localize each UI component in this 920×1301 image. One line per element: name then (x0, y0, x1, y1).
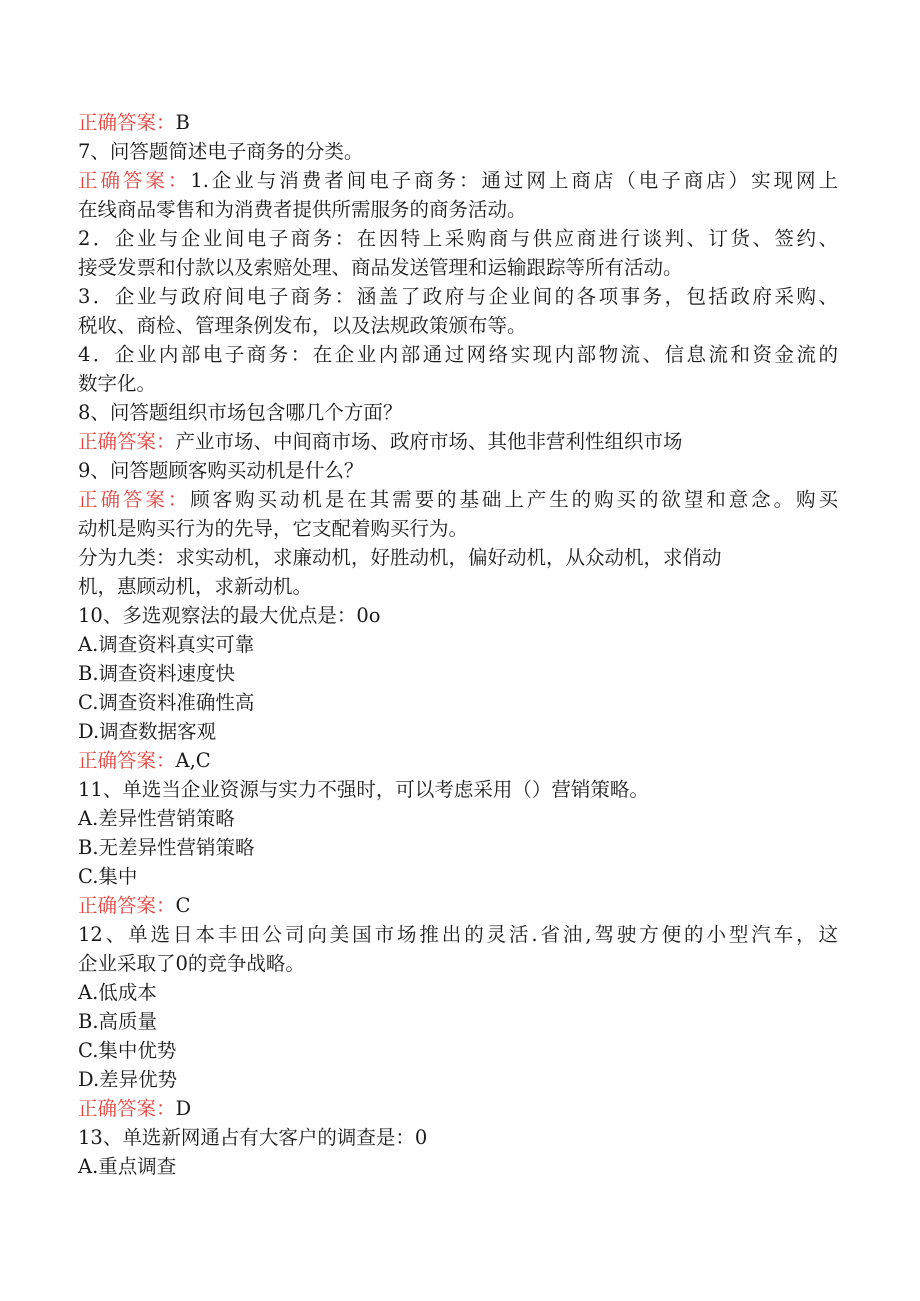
answer-text: 4．企业内部电子商务：在企业内部通过网络实现内部物流、信息流和资金流的 (78, 343, 838, 366)
question-12-cont: 企业采取了0的竞争战略。 (78, 952, 305, 975)
answer-value: B (175, 111, 190, 134)
answer-value: C (175, 894, 191, 917)
question-9: 9、问答题顾客购买动机是什么？ (78, 459, 364, 482)
answer-line (78, 427, 838, 456)
answer-label: 正确答案： (78, 169, 191, 192)
option-b: B.高质量 (78, 1010, 158, 1033)
answer-line (78, 108, 838, 137)
answer-text: 1.企业与消费者间电子商务：通过网上商店（电子商店）实现网上 (190, 169, 838, 192)
option-b: B.无差异性营销策略 (78, 836, 255, 859)
option-c: C.集中优势 (78, 1039, 177, 1062)
answer-label: 正确答案： (78, 894, 176, 917)
answer-text: 动机是购买行为的先导，它支配着购买行为。 (78, 517, 469, 540)
answer-text: 顾客购买动机是在其需要的基础上产生的购买的欲望和意念。购买 (190, 488, 838, 511)
answer-text: 3．企业与政府间电子商务：涵盖了政府与企业间的各项事务，包括政府采购、 (78, 285, 838, 308)
answer-label: 正确答案： (78, 749, 176, 772)
answer-text: 分为九类：求实动机，求廉动机，好胜动机，偏好动机，从众动机，求俏动 (78, 546, 722, 569)
option-c: C.集中 (78, 865, 138, 888)
answer-text: 机，惠顾动机，求新动机。 (78, 575, 313, 598)
question-10: 10、多选观察法的最大优点是：0o (78, 604, 381, 627)
answer-text: 数字化。 (78, 372, 157, 395)
document-page (78, 108, 838, 1181)
option-b: B.调查资料速度快 (78, 662, 236, 685)
answer-text: 接受发票和付款以及索赔处理、商品发送管理和运输跟踪等所有活动。 (78, 256, 683, 279)
option-a: A.差异性营销策略 (78, 807, 235, 830)
question-8: 8、问答题组织市场包含哪几个方面？ (78, 401, 403, 424)
answer-line (78, 166, 838, 195)
answer-line (78, 485, 838, 514)
option-d: D.差异优势 (78, 1068, 178, 1091)
answer-value: D (175, 1097, 192, 1120)
answer-label: 正确答案： (78, 488, 191, 511)
answer-text: 产业市场、中间商市场、政府市场、其他非营利性组织市场 (175, 430, 683, 453)
option-d: D.调查数据客观 (78, 720, 217, 743)
answer-text: 税收、商检、管理条例发布，以及法规政策颁布等。 (78, 314, 527, 337)
question-12: 12、单选日本丰田公司向美国市场推出的灵活.省油,驾驶方便的小型汽车，这 (78, 923, 838, 946)
question-7: 7、问答题简述电子商务的分类。 (78, 140, 364, 163)
option-a: A.低成本 (78, 981, 157, 1004)
question-13: 13、单选新网通占有大客户的调查是：0 (78, 1126, 428, 1149)
answer-label: 正确答案： (78, 1097, 176, 1120)
answer-label: 正确答案： (78, 430, 176, 453)
answer-text: 在线商品零售和为消费者提供所需服务的商务活动。 (78, 198, 527, 221)
option-a: A.调查资料真实可靠 (78, 633, 255, 656)
answer-line (78, 1094, 838, 1123)
answer-text: 2．企业与企业间电子商务：在因特上采购商与供应商进行谈判、订货、签约、 (78, 227, 838, 250)
option-c: C.调查资料准确性高 (78, 691, 255, 714)
answer-label: 正确答案： (78, 111, 176, 134)
answer-value: A,C (175, 749, 211, 772)
option-a: A.重点调查 (78, 1155, 177, 1178)
answer-line (78, 891, 838, 920)
answer-line (78, 746, 838, 775)
question-11: 11、单选当企业资源与实力不强时，可以考虑采用（）营销策略。 (78, 778, 649, 801)
